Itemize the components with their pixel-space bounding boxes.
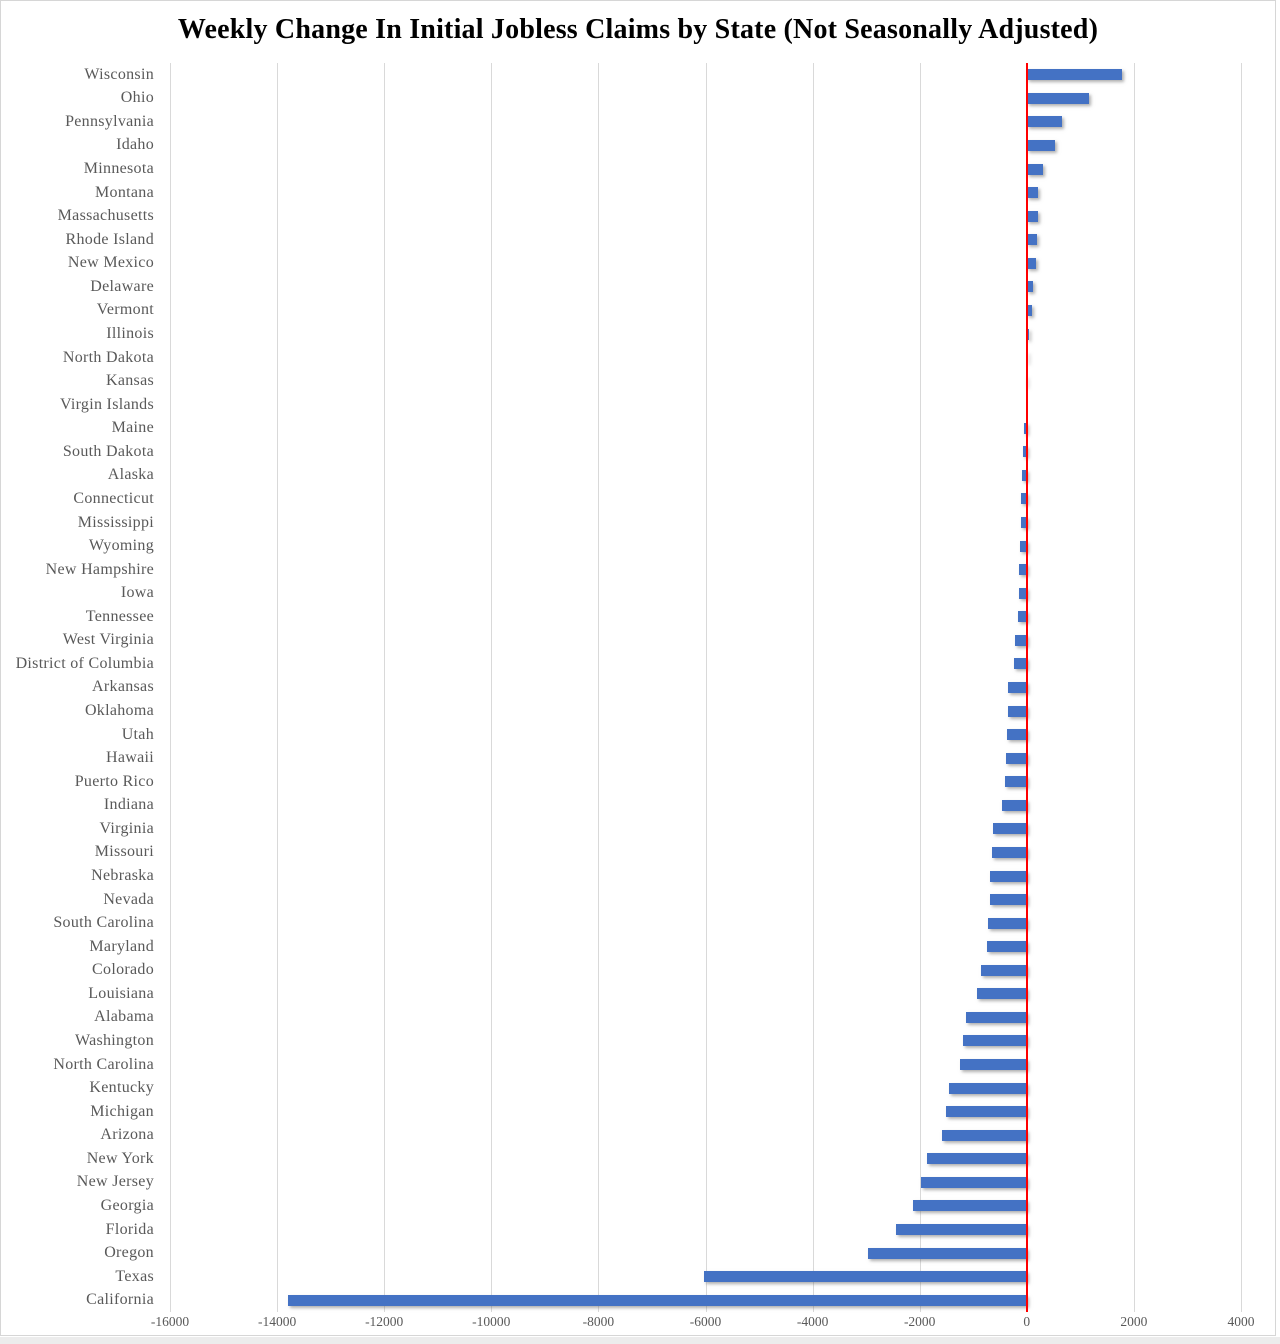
bar-south-carolina [988, 918, 1027, 929]
bar-michigan [946, 1106, 1027, 1117]
y-axis-label: New Hampshire [45, 560, 154, 578]
bar-idaho [1027, 140, 1056, 151]
plot-area [170, 63, 1241, 1312]
bar-texas [704, 1271, 1026, 1282]
x-tick-label: -12000 [365, 1314, 404, 1329]
bar-alabama [966, 1012, 1027, 1023]
y-axis-label: Texas [115, 1267, 154, 1285]
x-tick-label: -6000 [689, 1314, 722, 1329]
y-axis-label: Nevada [103, 890, 154, 908]
bar-colorado [981, 965, 1027, 976]
bar-massachusetts [1027, 211, 1038, 222]
y-axis-label: Tennessee [85, 607, 154, 625]
bar-arkansas [1008, 682, 1026, 693]
y-axis-label: Rhode Island [65, 230, 154, 248]
bar-california [288, 1295, 1027, 1306]
y-axis-label: Alabama [94, 1008, 154, 1026]
y-axis-label: Oregon [104, 1244, 154, 1262]
bar-wisconsin [1027, 69, 1122, 80]
bar-new-york [927, 1153, 1027, 1164]
bar-florida [896, 1224, 1027, 1235]
gridline [277, 63, 278, 1312]
bar-pennsylvania [1027, 116, 1062, 127]
y-axis-label: Arizona [100, 1126, 154, 1144]
gridline [384, 63, 385, 1312]
y-axis-label: Mississippi [77, 513, 154, 531]
y-axis-label: Georgia [100, 1196, 154, 1214]
gridline [1241, 63, 1242, 1312]
x-tick-label: -16000 [150, 1314, 190, 1329]
y-axis-label: Virgin Islands [59, 395, 154, 413]
y-axis-label: Florida [105, 1220, 154, 1238]
y-axis-label: Indiana [103, 796, 154, 814]
bar-kentucky [949, 1083, 1027, 1094]
bar-oregon [868, 1248, 1027, 1259]
bar-north-carolina [960, 1059, 1026, 1070]
bar-utah [1007, 729, 1027, 740]
bar-nebraska [990, 871, 1026, 882]
x-tick-label: 0 [1023, 1314, 1031, 1329]
bar-montana [1027, 187, 1039, 198]
y-axis-label: Nebraska [91, 867, 154, 885]
y-axis-label: Puerto Rico [74, 772, 154, 790]
y-axis-label: Kentucky [89, 1079, 154, 1097]
y-axis-label: Vermont [96, 301, 154, 319]
y-axis-label: Oklahoma [84, 702, 154, 720]
y-axis-label: Missouri [94, 843, 154, 861]
bar-missouri [992, 847, 1027, 858]
y-axis-label: North Dakota [62, 348, 154, 366]
bar-washington [963, 1035, 1026, 1046]
bar-indiana [1002, 800, 1027, 811]
bar-arizona [942, 1130, 1026, 1141]
y-axis-label: Kansas [105, 372, 154, 390]
x-tick-label: -14000 [257, 1314, 297, 1329]
bar-virginia [993, 823, 1027, 834]
y-axis-label: New York [86, 1149, 154, 1167]
bar-minnesota [1027, 164, 1044, 175]
y-axis-label: Idaho [116, 136, 154, 154]
bar-new-mexico [1027, 258, 1036, 269]
page-background-strip [0, 1337, 1280, 1344]
bar-ohio [1027, 93, 1090, 104]
y-axis-label: Wyoming [88, 537, 154, 555]
y-axis-label: South Dakota [62, 442, 154, 460]
gridline [491, 63, 492, 1312]
bar-puerto-rico [1005, 776, 1027, 787]
y-axis-label: New Mexico [67, 254, 154, 272]
bar-oklahoma [1008, 706, 1027, 717]
bar-new-jersey [921, 1177, 1026, 1188]
y-axis-label: Montana [95, 183, 154, 201]
gridline [813, 63, 814, 1312]
y-axis-label: Alaska [107, 466, 154, 484]
y-axis-label: Minnesota [83, 160, 154, 178]
bar-louisiana [977, 988, 1027, 999]
bar-rhode-island [1027, 234, 1037, 245]
gridline [1134, 63, 1135, 1312]
bar-maryland [987, 941, 1027, 952]
x-tick-label: -8000 [582, 1314, 615, 1329]
y-axis-label: Maryland [89, 937, 154, 955]
y-axis-label: South Carolina [53, 914, 154, 932]
y-axis-label: California [86, 1291, 154, 1309]
y-axis-label: Wisconsin [84, 65, 154, 83]
x-tick-label: 4000 [1227, 1314, 1255, 1329]
bar-nevada [990, 894, 1027, 905]
y-axis-label: North Carolina [53, 1055, 154, 1073]
y-axis-label: Utah [121, 725, 154, 743]
y-axis-label: Louisiana [88, 984, 154, 1002]
gridline [170, 63, 171, 1312]
y-axis-label: Pennsylvania [65, 112, 154, 130]
y-axis-label: Washington [74, 1031, 154, 1049]
y-axis-labels [1, 63, 154, 1312]
zero-axis-line [1026, 63, 1028, 1312]
gridline [920, 63, 921, 1312]
bar-hawaii [1006, 753, 1026, 764]
y-axis-label: Michigan [90, 1102, 154, 1120]
y-axis-label: Colorado [92, 961, 154, 979]
gridline [598, 63, 599, 1312]
x-tick-label: -10000 [472, 1314, 511, 1329]
y-axis-label: Ohio [120, 89, 154, 107]
y-axis-label: District of Columbia [15, 654, 154, 672]
y-axis-label: Maine [111, 419, 154, 437]
y-axis-label: Illinois [106, 325, 154, 342]
chart-title: Weekly Change In Initial Jobless Claims by State (Not Seasonally Adjusted) [177, 14, 1099, 45]
y-axis-label: Virginia [99, 819, 154, 837]
x-tick-label: -2000 [903, 1314, 936, 1329]
y-axis-label: Iowa [120, 584, 154, 602]
bar-georgia [913, 1200, 1027, 1211]
y-axis-label: Delaware [90, 277, 154, 295]
y-axis-label: West Virginia [62, 631, 154, 649]
y-axis-label: Massachusetts [57, 207, 154, 225]
gridline [706, 63, 707, 1312]
x-axis-tick-labels [150, 1314, 1255, 1336]
y-axis-label: Arkansas [92, 678, 154, 696]
y-axis-label: Connecticut [73, 489, 154, 507]
y-axis-label: Hawaii [105, 749, 154, 767]
y-axis-label: New Jersey [76, 1173, 154, 1191]
x-tick-label: 2000 [1120, 1314, 1148, 1329]
x-tick-label: -4000 [796, 1314, 829, 1329]
